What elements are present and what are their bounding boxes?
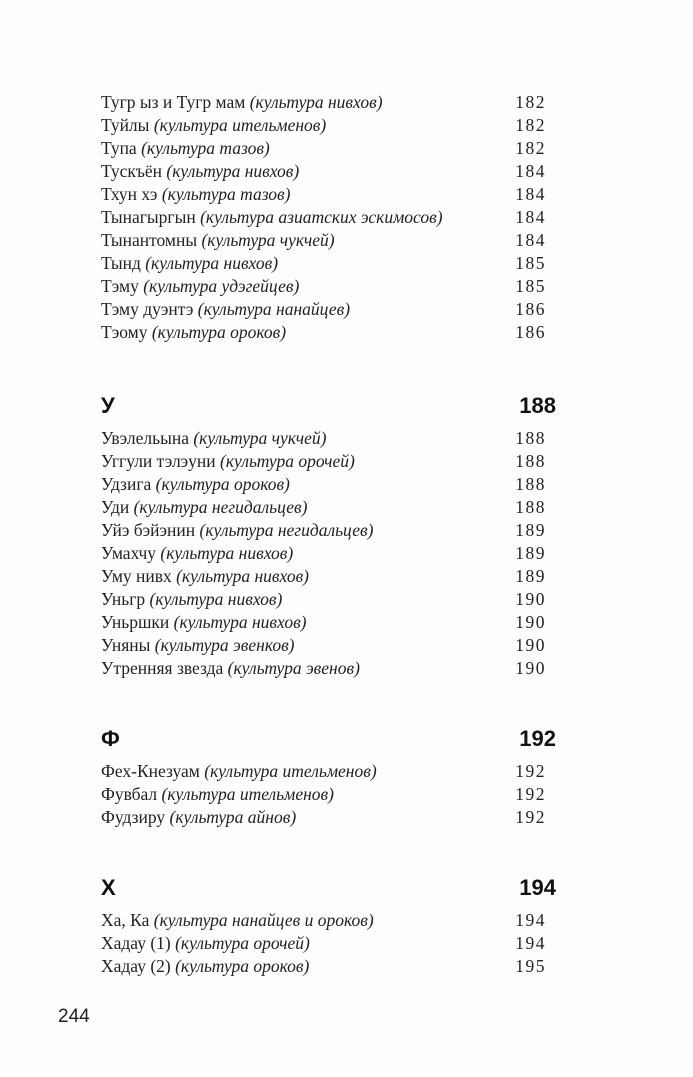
entry-name: Уняны: [101, 635, 151, 655]
entry-name: Туйлы: [101, 115, 150, 135]
entry-page-number: 182: [515, 138, 546, 158]
entry-culture: (культура эвенов): [227, 658, 360, 678]
entry-name: Тынд: [101, 253, 141, 273]
entry-name: Хадау (1): [101, 933, 171, 953]
entry-page-number: 195: [515, 956, 546, 976]
entry-name: Тынагыргын: [101, 207, 196, 227]
section-heading: [101, 871, 556, 905]
entry-page-number: 189: [515, 566, 546, 586]
entry-page-number: 189: [515, 543, 546, 563]
entry-culture: (культура нивхов): [149, 589, 283, 609]
entry-page-number: 188: [515, 497, 546, 517]
index-entry: [101, 114, 546, 137]
index-section-t-continued: [101, 91, 546, 344]
index-entry: [101, 321, 546, 344]
entry-culture: (культура негидальцев): [133, 497, 308, 517]
index-entry: [101, 611, 546, 634]
index-entry: [101, 909, 546, 932]
index-entry: [101, 760, 546, 783]
entry-culture: (культура чукчей): [201, 230, 335, 250]
entry-name: Уггули тэлэуни: [101, 451, 216, 471]
entry-page-number: 189: [515, 520, 546, 540]
entry-culture: (культура удэгейцев): [143, 276, 300, 296]
index-entry: [101, 657, 546, 680]
index-entry: [101, 206, 546, 229]
section-letter: У: [101, 393, 115, 418]
index-entry: [101, 542, 546, 565]
entry-name: Ха, Ка: [101, 910, 150, 930]
entry-culture: (культура нивхов): [166, 161, 300, 181]
entry-name: Умахчу: [101, 543, 157, 563]
entry-name: Удзига: [101, 474, 152, 494]
entry-page-number: 182: [515, 115, 546, 135]
entry-page-number: 194: [515, 910, 546, 930]
index-entry: [101, 450, 546, 473]
entry-culture: (культура нивхов): [176, 566, 309, 586]
entry-page-number: 184: [515, 161, 546, 181]
index-entry: [101, 229, 546, 252]
entry-name: Тугр ыз и Тугр мам: [101, 92, 246, 112]
entry-page-number: 182: [515, 92, 546, 112]
entry-page-number: 190: [515, 658, 546, 678]
entry-page-number: 192: [515, 784, 546, 804]
entry-culture: (культура тазов): [161, 184, 291, 204]
section-page-number: 194: [519, 875, 556, 900]
page-number: 244: [58, 1006, 90, 1027]
index-entry: [101, 473, 546, 496]
entry-name: Тхун хэ: [101, 184, 158, 204]
index-entry: [101, 91, 546, 114]
entry-culture: (культура ительменов): [161, 784, 334, 804]
entry-culture: (культура чукчей): [193, 428, 327, 448]
entry-name: Фувбал: [101, 784, 158, 804]
entry-name: Тэому: [101, 322, 148, 342]
section-letter: Х: [101, 875, 116, 900]
entry-culture: (культура айнов): [169, 807, 297, 827]
entry-page-number: 186: [515, 299, 546, 319]
section-page-number: 192: [519, 726, 556, 751]
entry-name: Уйэ бэйэнин: [101, 520, 196, 540]
index-entry: [101, 806, 546, 829]
entry-page-number: 190: [515, 589, 546, 609]
entry-name: Уньршки: [101, 612, 170, 632]
entry-page-number: 192: [515, 761, 546, 781]
entry-name: Тускъён: [101, 161, 163, 181]
entry-culture: (культура эвенков): [154, 635, 295, 655]
index-section-f: [101, 722, 556, 829]
entry-page-number: 184: [515, 207, 546, 227]
entry-page-number: 188: [515, 428, 546, 448]
index-entry: [101, 275, 546, 298]
entry-culture: (культура нивхов): [145, 253, 279, 273]
index-entry: [101, 252, 546, 275]
entry-name: Уньгр: [101, 589, 146, 609]
index-section-kh: [101, 871, 556, 978]
entry-culture: (культура тазов): [141, 138, 270, 158]
entry-page-number: 190: [515, 612, 546, 632]
entry-name: Увэлельына: [101, 428, 189, 448]
index-section-u: [101, 389, 556, 680]
section-page-number: 188: [519, 393, 556, 418]
entry-culture: (культура ороков): [151, 322, 287, 342]
entry-culture: (культура орочей): [175, 933, 310, 953]
index-entry: [101, 496, 546, 519]
index-entry: [101, 588, 546, 611]
index-entry: [101, 183, 546, 206]
entry-page-number: 184: [515, 230, 546, 250]
index-entry: [101, 519, 546, 542]
entry-page-number: 185: [515, 276, 546, 296]
entry-name: Тынантомны: [101, 230, 198, 250]
entry-culture: (культура нивхов): [249, 92, 383, 112]
section-heading: [101, 389, 556, 423]
entry-page-number: 194: [515, 933, 546, 953]
index-entry: [101, 137, 546, 160]
entry-name: Хадау (2): [101, 956, 171, 976]
entry-culture: (культура нанайцев): [197, 299, 351, 319]
index-entry: [101, 783, 546, 806]
index-entry: [101, 955, 546, 978]
entry-name: Тэму: [101, 276, 139, 296]
index-entry: [101, 160, 546, 183]
section-letter: Ф: [101, 726, 120, 751]
entry-culture: (культура азиатских эскимосов): [200, 207, 443, 227]
entry-name: Уму нивх: [101, 566, 172, 586]
index-entry: [101, 565, 546, 588]
entry-page-number: 190: [515, 635, 546, 655]
entry-culture: (культура негидальцев): [199, 520, 374, 540]
entry-name: Фудзиру: [101, 807, 166, 827]
entry-culture: (культура ительменов): [153, 115, 327, 135]
entry-name: Фех-Кнезуам: [101, 761, 200, 781]
entry-culture: (культура ороков): [175, 956, 310, 976]
entry-culture: (культура нивхов): [173, 612, 307, 632]
entry-name: Утренняя звезда: [101, 658, 224, 678]
entry-culture: (культура нивхов): [160, 543, 294, 563]
index-entry: [101, 427, 546, 450]
index-entry: [101, 634, 546, 657]
index-entry: [101, 298, 546, 321]
index-entry: [101, 932, 546, 955]
entry-culture: (культура ительменов): [204, 761, 377, 781]
entry-name: Уди: [101, 497, 130, 517]
entry-name: Тэму дуэнтэ: [101, 299, 194, 319]
entry-page-number: 188: [515, 451, 546, 471]
entry-page-number: 192: [515, 807, 546, 827]
section-heading: [101, 722, 556, 756]
entry-page-number: 188: [515, 474, 546, 494]
entry-page-number: 185: [515, 253, 546, 273]
entry-culture: (культура орочей): [220, 451, 355, 471]
entry-culture: (культура нанайцев и ороков): [153, 910, 374, 930]
entry-page-number: 184: [515, 184, 546, 204]
entry-name: Тупа: [101, 138, 137, 158]
entry-culture: (культура ороков): [155, 474, 290, 494]
entry-page-number: 186: [515, 322, 546, 342]
